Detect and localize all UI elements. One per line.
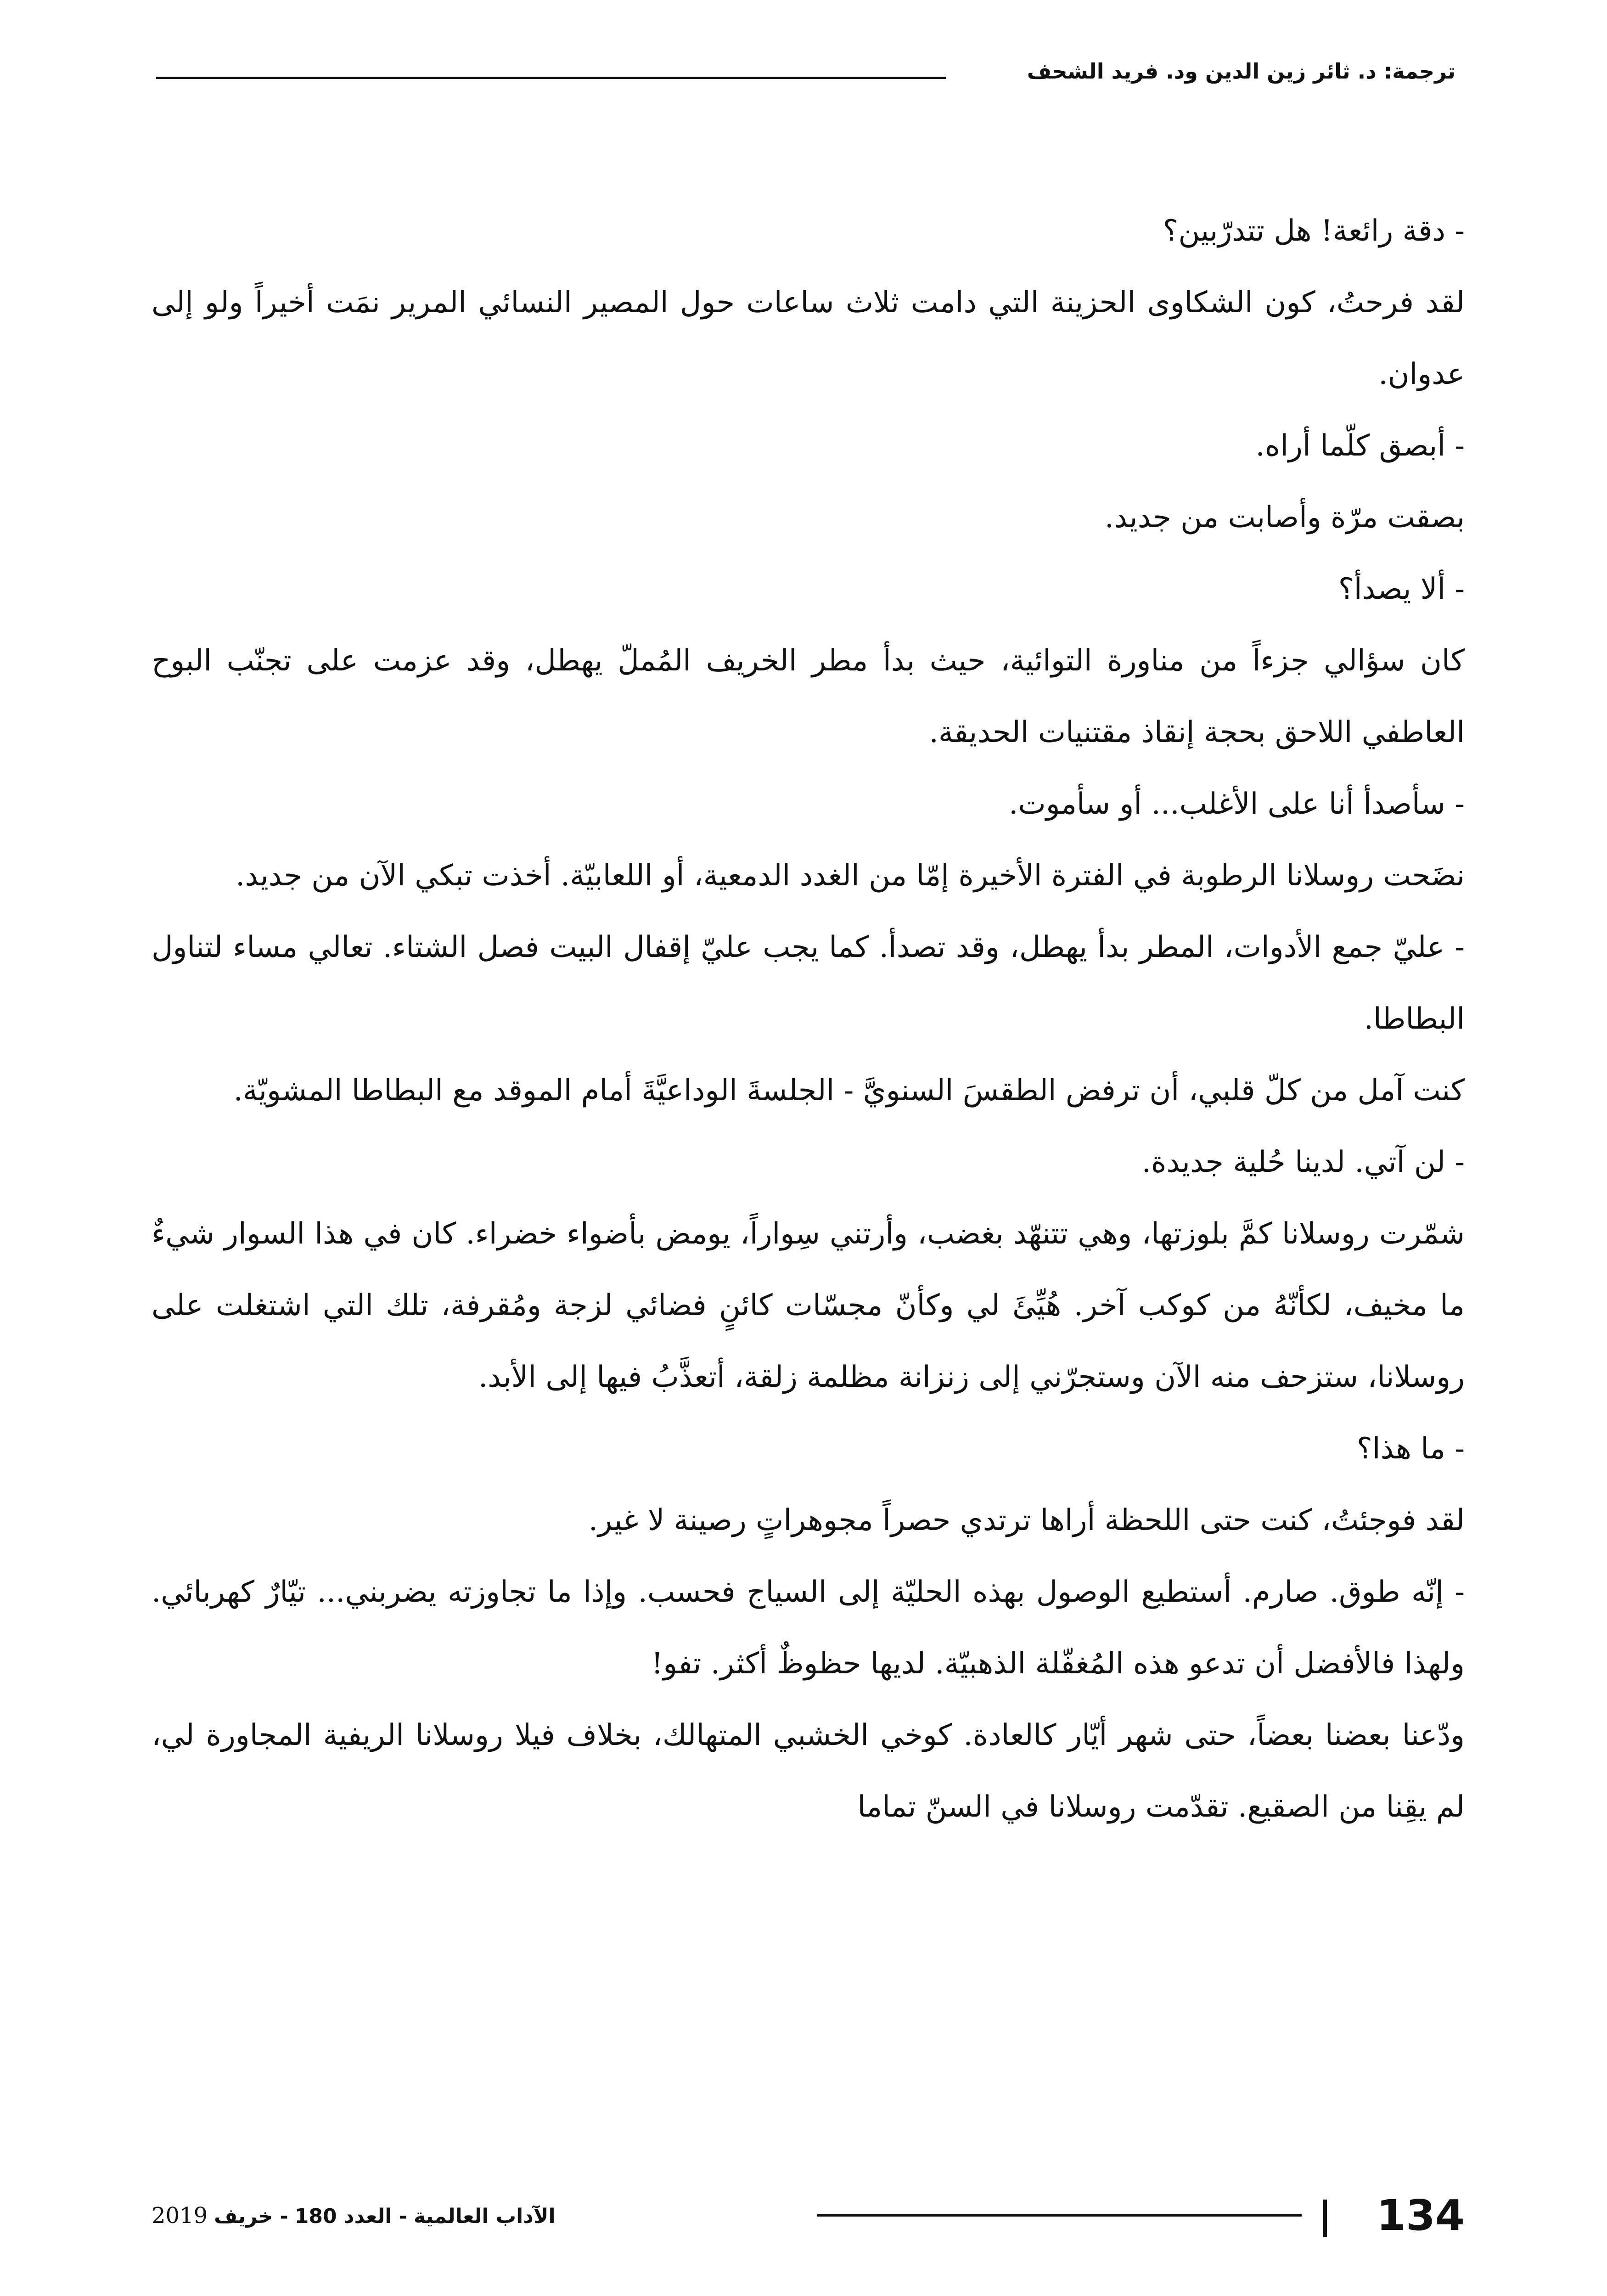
- page-footer: [152, 2186, 1465, 2245]
- journal-info: [152, 2190, 556, 2242]
- paragraph: بصقت مرّة وأصابت من جديد.: [1104, 501, 1465, 535]
- paragraph: نضَحت روسلانا الرطوبة في الفترة الأخيرة إمّا من الغدد الدمعية، أو اللعابيّة. أخذت تبكي الآن من جديد.: [236, 859, 1465, 893]
- article-body: [152, 195, 1465, 1843]
- paragraph: - إنّه طوق. صارم. أستطيع الوصول بهذه الحليّة إلى السياج فحسب. وإذا ما تجاوزته يضربني... تيّارٌ كهربائي. ولهذا فالأفضل أن تدعو هذه المُغفّلة الذهبيّة. لديها حظوظٌ أكثر. تفو!: [152, 1575, 1465, 1681]
- paragraph: - ما هذا؟: [1356, 1432, 1465, 1466]
- season: - خريف: [214, 2205, 288, 2228]
- translator-credit: ترجمة: د. ثائر زين الدين ود. فريد الشحف: [1027, 59, 1455, 84]
- paragraph: - ألا يصدأ؟: [1338, 572, 1465, 606]
- paragraph: - لن آتي. لدينا حُلية جديدة.: [1141, 1145, 1465, 1179]
- paragraph: - أبصق كلّما أراه.: [1255, 429, 1465, 463]
- header-rule: [156, 77, 946, 79]
- year: 2019: [152, 2203, 208, 2228]
- paragraph: لقد فرحتُ، كون الشكاوى الحزينة التي دامت ثلاث ساعات حول المصير النسائي المرير نمَت أخيراً ولو إلى عدوان.: [152, 286, 1465, 391]
- paragraph: - عليّ جمع الأدوات، المطر بدأ يهطل، وقد تصدأ. كما يجب عليّ إقفال البيت فصل الشتاء. تعالي مساء لتناول البطاطا.: [152, 930, 1465, 1036]
- page-number-divider: [1323, 2200, 1327, 2237]
- paragraph: كنت آمل من كلّ قلبي، أن ترفض الطقسَ السنويَّ - الجلسةَ الوداعيَّةَ أمام الموقد مع البطاطا المشويّة.: [233, 1074, 1465, 1108]
- paragraph: - دقة رائعة! هل تتدرّبين؟: [1163, 214, 1465, 248]
- page-number: 134: [1376, 2191, 1465, 2240]
- issue-number: - العدد 180: [294, 2205, 407, 2228]
- footer-rule: [817, 2214, 1302, 2217]
- paragraph: لقد فوجئتُ، كنت حتى اللحظة أراها ترتدي حصراً مجوهراتٍ رصينة لا غير.: [588, 1503, 1465, 1537]
- paragraph: ودّعنا بعضنا بعضاً، حتى شهر أيّار كالعادة. كوخي الخشبي المتهالك، بخلاف فيلا روسلانا الريفية المجاورة لي، لم يقِنا من الصقيع. تقدّمت روسلانا في السنّ تماما: [152, 1718, 1465, 1824]
- paragraph: شمّرت روسلانا كمَّ بلوزتها، وهي تتنهّد بغضب، وأرتني سِواراً، يومض بأضواء خضراء. كان في هذا السوار شيءٌ ما مخيف، لكأنّهُ من كوكب آخر. هُيِّئَ لي وكأنّ مجسّات كائنٍ فضائي لزجة ومُقرفة، تلك التي اشتغلت على روسلانا، ستزحف منه الآن وستجرّني إلى زنزانة مظلمة زلقة، أتعذَّبُ فيها إلى الأبد.: [152, 1217, 1465, 1394]
- paragraph: كان سؤالي جزءاً من مناورة التوائية، حيث بدأ مطر الخريف المُملّ يهطل، وقد عزمت على تجنّب البوح العاطفي اللاحق بحجة إنقاذ مقتنيات الحديقة.: [152, 644, 1465, 749]
- paragraph: - سأصدأ أنا على الأغلب... أو سأموت.: [1009, 787, 1465, 821]
- running-header: [152, 53, 1455, 90]
- journal-name: الآداب العالمية: [413, 2205, 556, 2228]
